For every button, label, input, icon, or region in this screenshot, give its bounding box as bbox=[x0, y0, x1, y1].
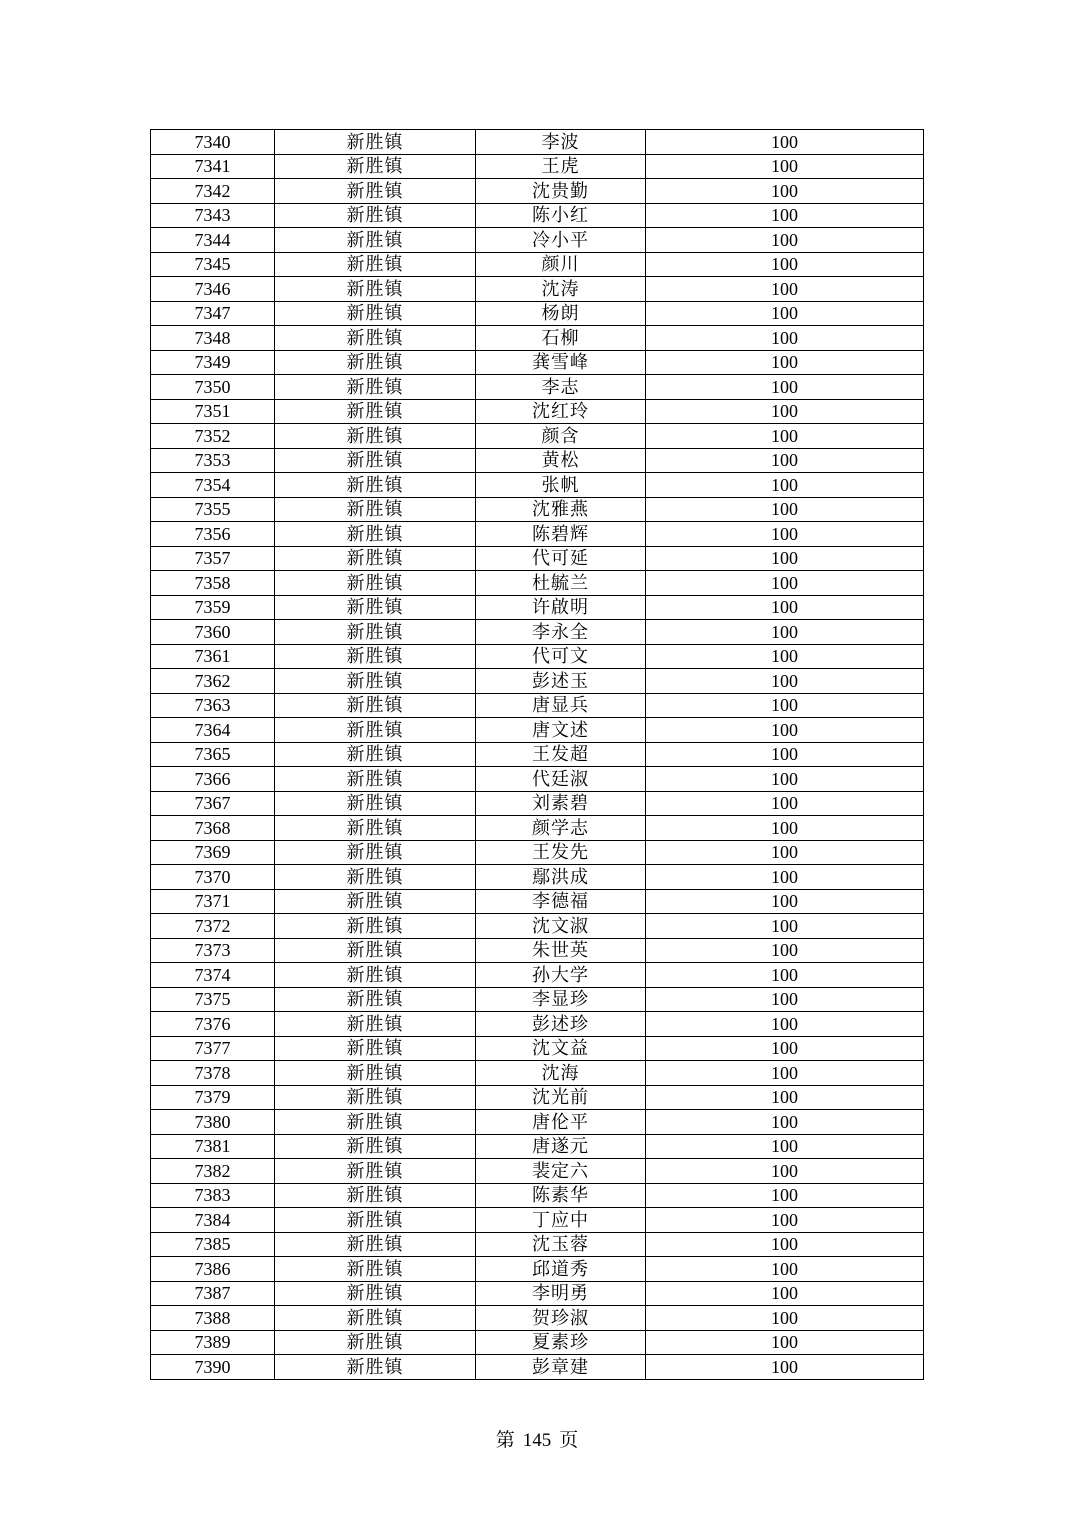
table-row bbox=[151, 1061, 924, 1086]
cell-amount: 100 bbox=[646, 669, 924, 694]
table-row bbox=[151, 742, 924, 767]
cell-town: 新胜镇 bbox=[275, 571, 476, 596]
cell-town: 新胜镇 bbox=[275, 767, 476, 792]
cell-amount: 100 bbox=[646, 571, 924, 596]
cell-name: 陈小红 bbox=[476, 203, 646, 228]
cell-name: 杜毓兰 bbox=[476, 571, 646, 596]
cell-town: 新胜镇 bbox=[275, 497, 476, 522]
cell-name: 颜含 bbox=[476, 424, 646, 449]
cell-name: 王发超 bbox=[476, 742, 646, 767]
table-row bbox=[151, 791, 924, 816]
cell-town: 新胜镇 bbox=[275, 914, 476, 939]
cell-id: 7347 bbox=[151, 301, 275, 326]
cell-amount: 100 bbox=[646, 865, 924, 890]
table-row bbox=[151, 350, 924, 375]
cell-name: 代可延 bbox=[476, 546, 646, 571]
cell-name: 龚雪峰 bbox=[476, 350, 646, 375]
cell-town: 新胜镇 bbox=[275, 1208, 476, 1233]
table-row bbox=[151, 301, 924, 326]
table-row bbox=[151, 154, 924, 179]
cell-name: 杨朗 bbox=[476, 301, 646, 326]
cell-amount: 100 bbox=[646, 1306, 924, 1331]
cell-name: 许啟明 bbox=[476, 595, 646, 620]
cell-name: 石柳 bbox=[476, 326, 646, 351]
cell-amount: 100 bbox=[646, 301, 924, 326]
table-row bbox=[151, 252, 924, 277]
cell-id: 7371 bbox=[151, 889, 275, 914]
cell-name: 唐遂元 bbox=[476, 1134, 646, 1159]
table-row bbox=[151, 1355, 924, 1380]
cell-amount: 100 bbox=[646, 938, 924, 963]
cell-town: 新胜镇 bbox=[275, 203, 476, 228]
cell-id: 7364 bbox=[151, 718, 275, 743]
cell-amount: 100 bbox=[646, 1208, 924, 1233]
cell-amount: 100 bbox=[646, 473, 924, 498]
cell-name: 刘素碧 bbox=[476, 791, 646, 816]
cell-amount: 100 bbox=[646, 987, 924, 1012]
cell-id: 7387 bbox=[151, 1281, 275, 1306]
cell-name: 彭述珍 bbox=[476, 1012, 646, 1037]
cell-town: 新胜镇 bbox=[275, 987, 476, 1012]
table-row bbox=[151, 326, 924, 351]
cell-id: 7354 bbox=[151, 473, 275, 498]
cell-id: 7353 bbox=[151, 448, 275, 473]
cell-id: 7390 bbox=[151, 1355, 275, 1380]
cell-town: 新胜镇 bbox=[275, 889, 476, 914]
cell-name: 贺珍淑 bbox=[476, 1306, 646, 1331]
cell-amount: 100 bbox=[646, 742, 924, 767]
cell-town: 新胜镇 bbox=[275, 620, 476, 645]
cell-name: 唐显兵 bbox=[476, 693, 646, 718]
cell-amount: 100 bbox=[646, 375, 924, 400]
cell-amount: 100 bbox=[646, 130, 924, 155]
cell-amount: 100 bbox=[646, 1257, 924, 1282]
cell-town: 新胜镇 bbox=[275, 1159, 476, 1184]
cell-amount: 100 bbox=[646, 399, 924, 424]
cell-id: 7344 bbox=[151, 228, 275, 253]
cell-id: 7388 bbox=[151, 1306, 275, 1331]
cell-name: 颜川 bbox=[476, 252, 646, 277]
cell-name: 代可文 bbox=[476, 644, 646, 669]
cell-id: 7374 bbox=[151, 963, 275, 988]
page-footer-prefix: 第 bbox=[495, 1430, 515, 1451]
table-row bbox=[151, 424, 924, 449]
cell-id: 7365 bbox=[151, 742, 275, 767]
cell-amount: 100 bbox=[646, 228, 924, 253]
cell-amount: 100 bbox=[646, 914, 924, 939]
table-row bbox=[151, 865, 924, 890]
cell-id: 7384 bbox=[151, 1208, 275, 1233]
cell-id: 7373 bbox=[151, 938, 275, 963]
cell-id: 7379 bbox=[151, 1085, 275, 1110]
cell-town: 新胜镇 bbox=[275, 522, 476, 547]
cell-id: 7342 bbox=[151, 179, 275, 204]
table-row bbox=[151, 1012, 924, 1037]
cell-id: 7366 bbox=[151, 767, 275, 792]
cell-id: 7367 bbox=[151, 791, 275, 816]
cell-amount: 100 bbox=[646, 1232, 924, 1257]
cell-town: 新胜镇 bbox=[275, 179, 476, 204]
cell-town: 新胜镇 bbox=[275, 546, 476, 571]
roster-table-body bbox=[151, 130, 924, 1380]
table-row bbox=[151, 179, 924, 204]
cell-id: 7362 bbox=[151, 669, 275, 694]
cell-name: 李德福 bbox=[476, 889, 646, 914]
cell-name: 沈文益 bbox=[476, 1036, 646, 1061]
table-row bbox=[151, 203, 924, 228]
cell-town: 新胜镇 bbox=[275, 1257, 476, 1282]
cell-name: 张帆 bbox=[476, 473, 646, 498]
cell-id: 7369 bbox=[151, 840, 275, 865]
cell-amount: 100 bbox=[646, 1134, 924, 1159]
cell-amount: 100 bbox=[646, 424, 924, 449]
cell-name: 李显珍 bbox=[476, 987, 646, 1012]
page-footer-suffix: 页 bbox=[559, 1430, 579, 1451]
table-row bbox=[151, 130, 924, 155]
cell-name: 彭述玉 bbox=[476, 669, 646, 694]
cell-name: 唐伦平 bbox=[476, 1110, 646, 1135]
table-row bbox=[151, 767, 924, 792]
cell-id: 7349 bbox=[151, 350, 275, 375]
cell-amount: 100 bbox=[646, 693, 924, 718]
cell-amount: 100 bbox=[646, 816, 924, 841]
cell-amount: 100 bbox=[646, 546, 924, 571]
cell-town: 新胜镇 bbox=[275, 963, 476, 988]
cell-id: 7378 bbox=[151, 1061, 275, 1086]
cell-name: 沈海 bbox=[476, 1061, 646, 1086]
cell-town: 新胜镇 bbox=[275, 252, 476, 277]
table-row bbox=[151, 718, 924, 743]
cell-town: 新胜镇 bbox=[275, 1036, 476, 1061]
cell-name: 沈涛 bbox=[476, 277, 646, 302]
cell-id: 7359 bbox=[151, 595, 275, 620]
cell-id: 7340 bbox=[151, 130, 275, 155]
cell-amount: 100 bbox=[646, 252, 924, 277]
cell-id: 7345 bbox=[151, 252, 275, 277]
cell-town: 新胜镇 bbox=[275, 865, 476, 890]
cell-amount: 100 bbox=[646, 1085, 924, 1110]
table-row bbox=[151, 1183, 924, 1208]
cell-name: 代廷淑 bbox=[476, 767, 646, 792]
cell-id: 7351 bbox=[151, 399, 275, 424]
table-row bbox=[151, 448, 924, 473]
cell-name: 沈红玲 bbox=[476, 399, 646, 424]
table-row bbox=[151, 693, 924, 718]
cell-amount: 100 bbox=[646, 620, 924, 645]
cell-amount: 100 bbox=[646, 326, 924, 351]
table-row bbox=[151, 375, 924, 400]
cell-name: 唐文述 bbox=[476, 718, 646, 743]
cell-id: 7376 bbox=[151, 1012, 275, 1037]
cell-name: 彭章建 bbox=[476, 1355, 646, 1380]
cell-amount: 100 bbox=[646, 1330, 924, 1355]
cell-amount: 100 bbox=[646, 1183, 924, 1208]
cell-name: 王虎 bbox=[476, 154, 646, 179]
table-row bbox=[151, 399, 924, 424]
cell-name: 沈光前 bbox=[476, 1085, 646, 1110]
cell-town: 新胜镇 bbox=[275, 154, 476, 179]
table-row bbox=[151, 669, 924, 694]
cell-town: 新胜镇 bbox=[275, 1306, 476, 1331]
table-row bbox=[151, 1306, 924, 1331]
cell-id: 7380 bbox=[151, 1110, 275, 1135]
table-row bbox=[151, 840, 924, 865]
cell-amount: 100 bbox=[646, 644, 924, 669]
cell-name: 李永全 bbox=[476, 620, 646, 645]
cell-id: 7381 bbox=[151, 1134, 275, 1159]
cell-name: 李波 bbox=[476, 130, 646, 155]
cell-name: 邱道秀 bbox=[476, 1257, 646, 1282]
cell-town: 新胜镇 bbox=[275, 1232, 476, 1257]
cell-id: 7343 bbox=[151, 203, 275, 228]
cell-town: 新胜镇 bbox=[275, 326, 476, 351]
cell-id: 7355 bbox=[151, 497, 275, 522]
cell-id: 7382 bbox=[151, 1159, 275, 1184]
cell-name: 孙大学 bbox=[476, 963, 646, 988]
cell-id: 7368 bbox=[151, 816, 275, 841]
cell-id: 7348 bbox=[151, 326, 275, 351]
cell-name: 沈雅燕 bbox=[476, 497, 646, 522]
cell-town: 新胜镇 bbox=[275, 742, 476, 767]
cell-id: 7361 bbox=[151, 644, 275, 669]
table-row bbox=[151, 571, 924, 596]
table-row bbox=[151, 522, 924, 547]
table-row bbox=[151, 620, 924, 645]
cell-id: 7375 bbox=[151, 987, 275, 1012]
cell-amount: 100 bbox=[646, 1281, 924, 1306]
cell-name: 王发先 bbox=[476, 840, 646, 865]
cell-amount: 100 bbox=[646, 963, 924, 988]
cell-amount: 100 bbox=[646, 1012, 924, 1037]
cell-id: 7358 bbox=[151, 571, 275, 596]
cell-amount: 100 bbox=[646, 448, 924, 473]
cell-id: 7341 bbox=[151, 154, 275, 179]
table-row bbox=[151, 1110, 924, 1135]
cell-town: 新胜镇 bbox=[275, 669, 476, 694]
cell-name: 沈文淑 bbox=[476, 914, 646, 939]
cell-name: 朱世英 bbox=[476, 938, 646, 963]
cell-town: 新胜镇 bbox=[275, 840, 476, 865]
cell-town: 新胜镇 bbox=[275, 718, 476, 743]
cell-town: 新胜镇 bbox=[275, 473, 476, 498]
table-row bbox=[151, 963, 924, 988]
cell-name: 黄松 bbox=[476, 448, 646, 473]
cell-amount: 100 bbox=[646, 1036, 924, 1061]
cell-amount: 100 bbox=[646, 350, 924, 375]
table-row bbox=[151, 816, 924, 841]
cell-amount: 100 bbox=[646, 203, 924, 228]
table-row bbox=[151, 1159, 924, 1184]
cell-id: 7363 bbox=[151, 693, 275, 718]
cell-town: 新胜镇 bbox=[275, 938, 476, 963]
cell-id: 7385 bbox=[151, 1232, 275, 1257]
table-row bbox=[151, 497, 924, 522]
cell-amount: 100 bbox=[646, 595, 924, 620]
table-row bbox=[151, 889, 924, 914]
table-row bbox=[151, 1134, 924, 1159]
cell-id: 7372 bbox=[151, 914, 275, 939]
cell-id: 7352 bbox=[151, 424, 275, 449]
cell-amount: 100 bbox=[646, 840, 924, 865]
cell-id: 7370 bbox=[151, 865, 275, 890]
cell-town: 新胜镇 bbox=[275, 644, 476, 669]
cell-town: 新胜镇 bbox=[275, 1281, 476, 1306]
table-row bbox=[151, 277, 924, 302]
cell-name: 李明勇 bbox=[476, 1281, 646, 1306]
cell-town: 新胜镇 bbox=[275, 1061, 476, 1086]
table-row bbox=[151, 1208, 924, 1233]
cell-id: 7383 bbox=[151, 1183, 275, 1208]
cell-amount: 100 bbox=[646, 1061, 924, 1086]
cell-id: 7357 bbox=[151, 546, 275, 571]
table-row bbox=[151, 1281, 924, 1306]
cell-town: 新胜镇 bbox=[275, 130, 476, 155]
cell-town: 新胜镇 bbox=[275, 375, 476, 400]
cell-amount: 100 bbox=[646, 718, 924, 743]
cell-town: 新胜镇 bbox=[275, 301, 476, 326]
cell-name: 陈素华 bbox=[476, 1183, 646, 1208]
cell-town: 新胜镇 bbox=[275, 277, 476, 302]
cell-id: 7356 bbox=[151, 522, 275, 547]
table-row bbox=[151, 644, 924, 669]
cell-amount: 100 bbox=[646, 179, 924, 204]
cell-town: 新胜镇 bbox=[275, 1110, 476, 1135]
cell-name: 沈玉蓉 bbox=[476, 1232, 646, 1257]
cell-name: 冷小平 bbox=[476, 228, 646, 253]
table-row bbox=[151, 1257, 924, 1282]
cell-town: 新胜镇 bbox=[275, 228, 476, 253]
page-number: 145 bbox=[522, 1430, 552, 1451]
cell-town: 新胜镇 bbox=[275, 1330, 476, 1355]
cell-amount: 100 bbox=[646, 767, 924, 792]
table-row bbox=[151, 938, 924, 963]
cell-id: 7360 bbox=[151, 620, 275, 645]
cell-amount: 100 bbox=[646, 1355, 924, 1380]
table-row bbox=[151, 1036, 924, 1061]
cell-name: 丁应中 bbox=[476, 1208, 646, 1233]
cell-name: 裴定六 bbox=[476, 1159, 646, 1184]
cell-town: 新胜镇 bbox=[275, 693, 476, 718]
cell-amount: 100 bbox=[646, 497, 924, 522]
cell-amount: 100 bbox=[646, 277, 924, 302]
cell-town: 新胜镇 bbox=[275, 1355, 476, 1380]
table-row bbox=[151, 914, 924, 939]
cell-amount: 100 bbox=[646, 791, 924, 816]
cell-town: 新胜镇 bbox=[275, 1012, 476, 1037]
cell-amount: 100 bbox=[646, 154, 924, 179]
cell-name: 鄢洪成 bbox=[476, 865, 646, 890]
cell-town: 新胜镇 bbox=[275, 424, 476, 449]
cell-town: 新胜镇 bbox=[275, 791, 476, 816]
cell-amount: 100 bbox=[646, 1159, 924, 1184]
table-row bbox=[151, 987, 924, 1012]
cell-town: 新胜镇 bbox=[275, 1134, 476, 1159]
table-row bbox=[151, 595, 924, 620]
cell-amount: 100 bbox=[646, 889, 924, 914]
cell-town: 新胜镇 bbox=[275, 350, 476, 375]
cell-name: 李志 bbox=[476, 375, 646, 400]
cell-town: 新胜镇 bbox=[275, 595, 476, 620]
table-row bbox=[151, 1232, 924, 1257]
cell-town: 新胜镇 bbox=[275, 399, 476, 424]
table-row bbox=[151, 473, 924, 498]
table-row bbox=[151, 228, 924, 253]
cell-town: 新胜镇 bbox=[275, 816, 476, 841]
cell-town: 新胜镇 bbox=[275, 1183, 476, 1208]
roster-table bbox=[150, 129, 924, 1380]
cell-id: 7350 bbox=[151, 375, 275, 400]
cell-amount: 100 bbox=[646, 522, 924, 547]
cell-amount: 100 bbox=[646, 1110, 924, 1135]
cell-id: 7386 bbox=[151, 1257, 275, 1282]
page-footer bbox=[0, 1428, 1074, 1454]
cell-name: 沈贵勤 bbox=[476, 179, 646, 204]
cell-id: 7346 bbox=[151, 277, 275, 302]
table-row bbox=[151, 1085, 924, 1110]
cell-town: 新胜镇 bbox=[275, 1085, 476, 1110]
table-row bbox=[151, 1330, 924, 1355]
cell-name: 颜学志 bbox=[476, 816, 646, 841]
cell-id: 7389 bbox=[151, 1330, 275, 1355]
cell-town: 新胜镇 bbox=[275, 448, 476, 473]
cell-name: 夏素珍 bbox=[476, 1330, 646, 1355]
cell-id: 7377 bbox=[151, 1036, 275, 1061]
table-row bbox=[151, 546, 924, 571]
cell-name: 陈碧辉 bbox=[476, 522, 646, 547]
